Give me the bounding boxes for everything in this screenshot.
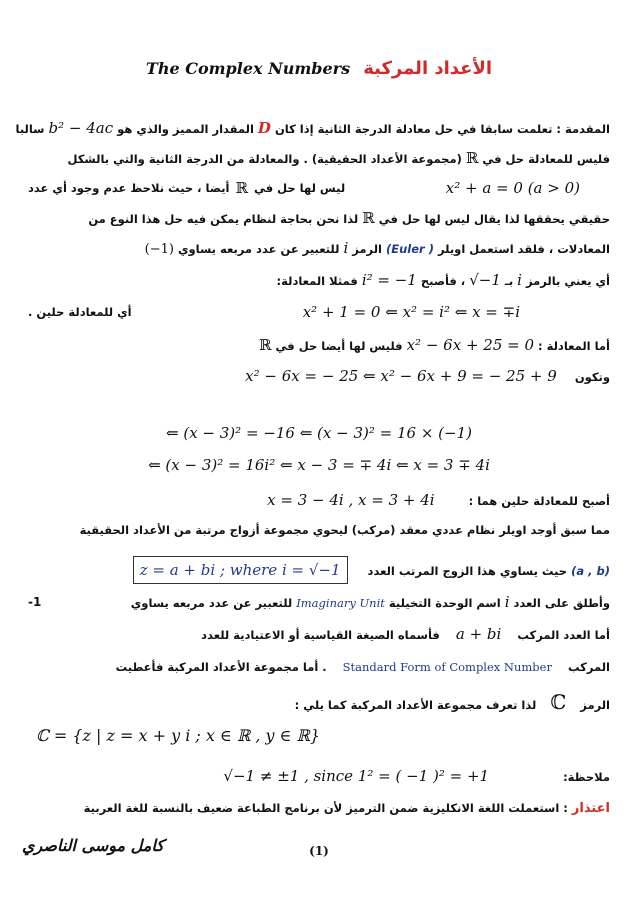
equation-x2-plus-a: x² + a = 0 (a > 0) <box>445 179 580 197</box>
sqrt-minus-one: √−1 <box>469 271 501 289</box>
line7-text: أي للمعادلة حلين . <box>28 305 132 319</box>
standard-form-box: z = a + bi ; where i = √−1 <box>133 556 348 584</box>
minus-one: (−1) <box>144 242 174 257</box>
ordered-pair-line <box>28 556 610 580</box>
line18-text: الرمز <box>580 698 610 712</box>
apology-text: : استعملت اللغة الانكليزية ضمن الترميز لأن برنامج الطباعة ضعيف بالنسبة للغة العربية <box>83 801 568 815</box>
note-line <box>28 764 610 788</box>
title-arabic: الأعداد المركبة <box>363 58 493 79</box>
intro-text-2: المقدار المميز والذي هو <box>117 122 254 136</box>
euler-system-line <box>28 518 610 542</box>
example-line-9 <box>28 364 610 388</box>
line15-text: وأطلق على العدد <box>513 596 610 610</box>
imaginary-i-symbol: i <box>504 593 510 611</box>
line17-text: المركب <box>568 660 610 674</box>
imaginary-i-symbol: i <box>517 271 522 289</box>
line8-text: أما المعادلة : <box>538 339 610 353</box>
line6-text-3: ، فأصبح <box>420 274 466 288</box>
real-set-symbol: ℝ <box>259 336 272 354</box>
imaginary-unit-english: Imaginary Unit <box>296 596 385 610</box>
complex-set-definition: ℂ = {z | z = x + y i ; x ∈ ℝ , y ∈ ℝ} <box>36 726 321 745</box>
line2-text-2: (مجموعة الأعداد الحقيقية) . والمعادلة من الدرجة الثانية والتي بالشكل <box>67 152 462 166</box>
complex-set-line <box>28 690 610 714</box>
intro-text: المقدمة : تعلمت سابقا في حل معادلة الدرجة الثانية إذا كان <box>274 122 610 136</box>
standard-form-line-2 <box>28 655 610 679</box>
apology-line <box>28 796 610 820</box>
note-label: ملاحظة: <box>563 770 610 784</box>
apology-label: اعتذار <box>571 801 610 816</box>
title-english: The Complex Numbers <box>145 59 351 78</box>
line4-text-2: لذا نحن بحاجة لنظام يمكن فيه حل هذا النوع من <box>88 212 359 226</box>
line6-text-2: بـ <box>504 274 514 288</box>
complex-set-symbol: ℂ <box>550 690 567 714</box>
imaginary-i-symbol: i <box>343 239 349 257</box>
completing-square-step-3: ⇐ (x − 3)² = 16i² ⇐ x − 3 = ∓ 4i ⇐ x = 3 ∓ 4i <box>148 456 490 474</box>
solutions-line <box>28 488 610 512</box>
line4-text: حقيقي يحققها لذا يقال ليس لها حل في <box>378 212 610 226</box>
imaginary-unit-line <box>28 590 610 614</box>
line6-text: أي يعني بالرمز <box>525 274 610 288</box>
i-squared-equation: i² = −1 <box>361 271 417 289</box>
line5-text-3: للتعبير عن عدد مربعه يساوي <box>177 242 340 256</box>
page-title <box>0 58 638 79</box>
line8-text-2: فليس لها أيضا حل في <box>275 339 403 353</box>
note-equation: √−1 ≠ ±1 , since 1² = ( −1 )² = +1 <box>223 767 490 785</box>
discriminant-formula: b² − 4ac <box>48 119 114 137</box>
intro-line-2 <box>28 146 610 170</box>
intro-line-1 <box>15 116 610 140</box>
intro-line-3 <box>28 176 610 200</box>
euler-name: ( Euler) <box>385 242 434 256</box>
intro-text-end: سالبا <box>15 122 45 136</box>
completing-square-step-2: ⇐ (x − 3)² = −16 ⇐ (x − 3)² = 16 × (−1) <box>166 424 472 442</box>
intro-line-4 <box>28 206 610 230</box>
page-number: (1) <box>309 844 329 858</box>
real-set-symbol: ℝ <box>465 149 479 167</box>
example-quadratic: x² − 6x + 25 = 0 <box>406 336 535 354</box>
real-set-symbol: ℝ <box>235 179 248 197</box>
discriminant-symbol: D <box>257 119 271 137</box>
intro-line-7 <box>28 300 610 324</box>
author-signature: كامل موسى الناصري <box>22 836 164 855</box>
line6-text-4: فمثلا المعادلة: <box>276 274 358 288</box>
line17-text-2: . أما مجموعة الأعداد المركبة فأعطيت <box>115 660 327 674</box>
ordered-pair: (a , b) <box>571 564 610 578</box>
line15-text-3: للتعبير عن عدد مربعه يساوي <box>130 596 293 610</box>
example-line-8 <box>28 333 610 357</box>
intro-line-6 <box>28 268 610 292</box>
intro-line-5 <box>28 236 610 260</box>
a-plus-bi: a + bi <box>455 625 502 643</box>
minus-one-label: -1 <box>28 595 42 609</box>
line15-text-2: اسم الوحدة التخيلية <box>388 596 501 610</box>
equation-x2-plus-1: x² + 1 = 0 ⇐ x² = i² ⇐ x = ∓i <box>302 303 520 321</box>
line5-text: المعادلات ، فلقد استعمل اويلر <box>438 242 610 256</box>
line18-text-2: لذا تعرف مجموعة الأعداد المركبة كما يلي : <box>294 698 537 712</box>
standard-form-english: Standard Form of Complex Number <box>342 660 552 674</box>
line12-text: أصبح للمعادلة حلين هما : <box>468 494 610 508</box>
line13-text: مما سبق أوجد اويلر نظام عددي معقد (مركب) ليحوي مجموعة أزواج مرتبة من الأعداد الحقيقية <box>79 523 610 537</box>
line5-text-2: الرمز <box>352 242 382 256</box>
real-set-symbol: ℝ <box>362 209 375 227</box>
line9-text: وتكون <box>574 370 610 384</box>
line3-text: ليس لها حل في <box>253 181 346 195</box>
standard-form-line <box>28 622 610 646</box>
line16-text-2: فأسماه الصيغة القياسية أو الاعتيادية للعدد <box>201 628 440 642</box>
completing-square-step-1: x² − 6x = − 25 ⇐ x² − 6x + 9 = − 25 + 9 <box>245 367 557 385</box>
line3-text-2: أيضا ، حيث نلاحظ عدم وجود أي عدد <box>28 181 230 195</box>
line14-text: حيث يساوي هذا الزوج المرتب العدد <box>367 564 568 578</box>
line16-text: أما العدد المركب <box>517 628 610 642</box>
line2-text: فليس للمعادلة حل في <box>482 152 610 166</box>
solutions-equation: x = 3 − 4i , x = 3 + 4i <box>267 491 435 509</box>
